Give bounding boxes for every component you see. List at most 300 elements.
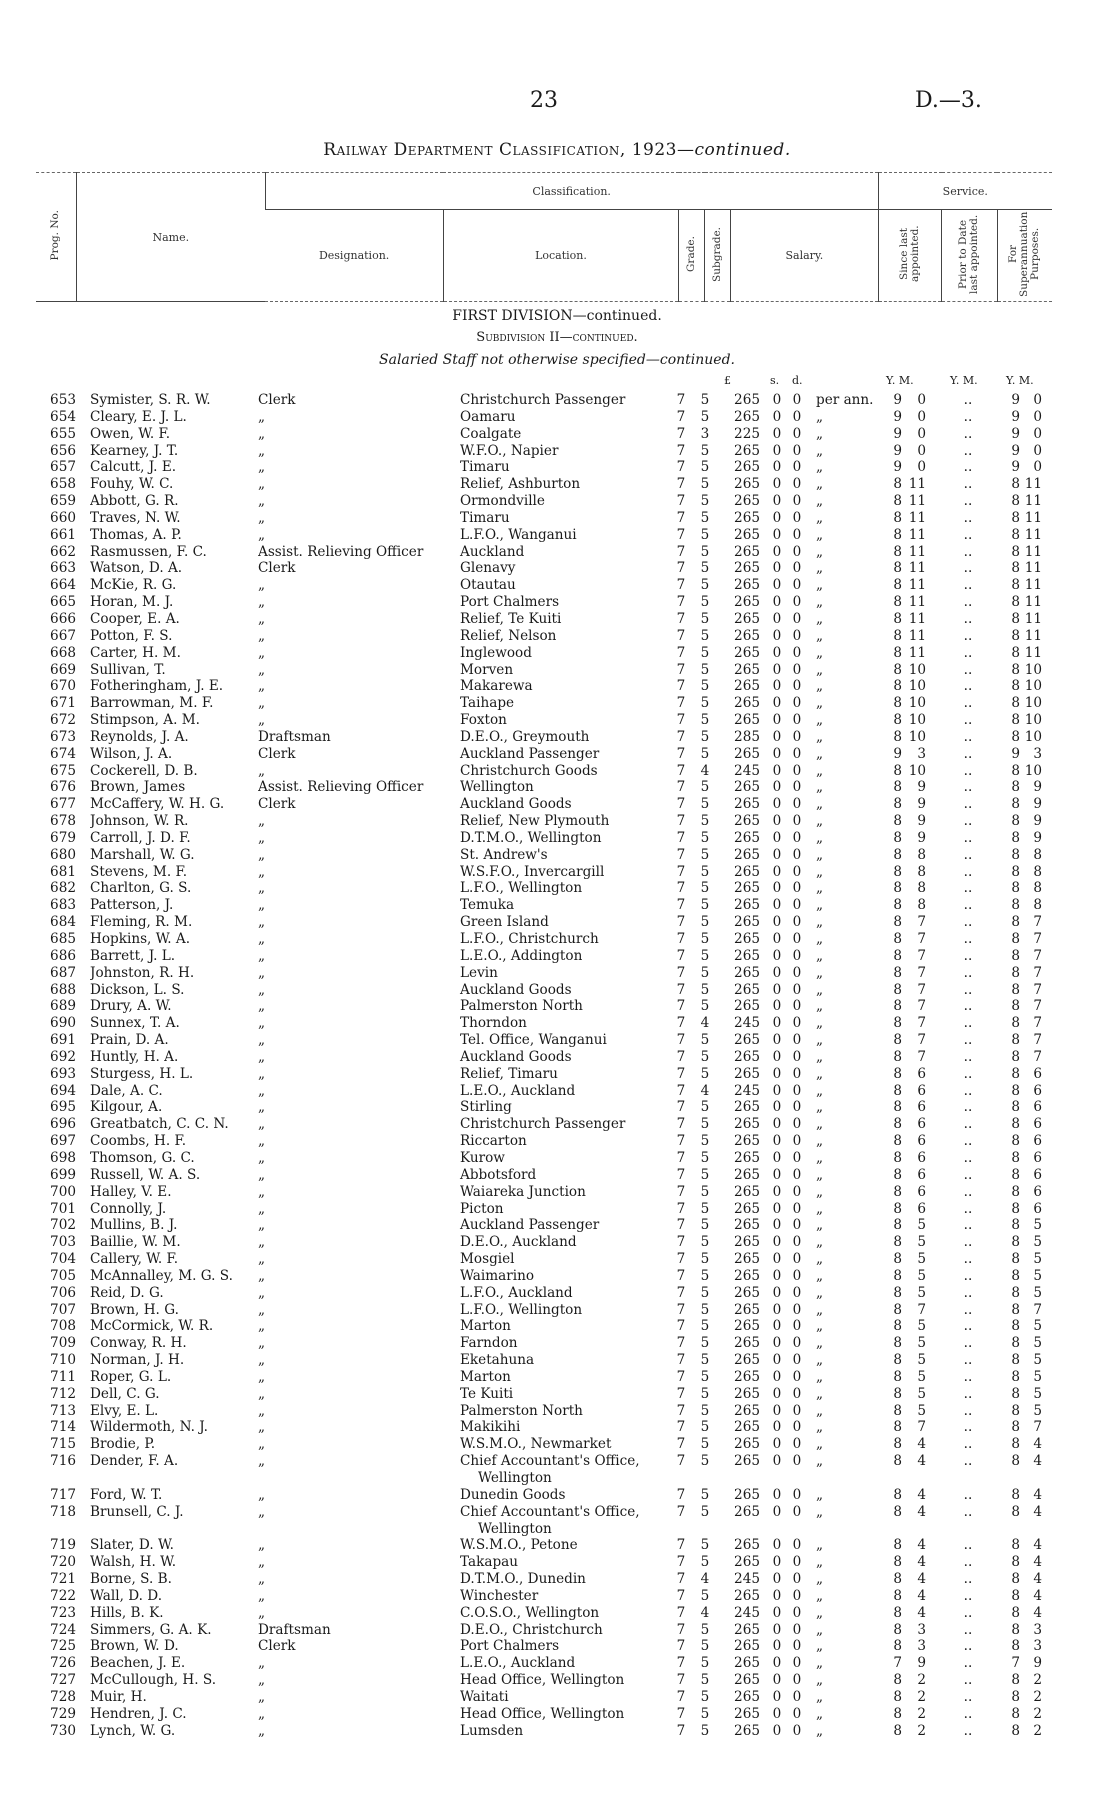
designation: „ [258,931,266,947]
prior-service: .. [963,1688,973,1705]
salary-pence: 0 [792,964,802,981]
super-years: 7 [1011,1655,1020,1672]
salary-period: „ [816,1251,824,1268]
since-years: 8 [893,1217,902,1234]
super-months: 4 [1033,1571,1042,1588]
salary-shillings: 0 [772,1200,782,1217]
since-months: 0 [917,392,926,408]
prog-number: 674 [50,745,76,762]
salary-shillings: 0 [772,1217,782,1234]
grade: 7 [676,1722,686,1739]
table-row [0,426,1114,443]
grade: 7 [676,1352,686,1369]
salary-pence: 0 [792,1166,802,1183]
grade: 7 [676,1149,686,1166]
salary-pounds: 265 [734,931,760,947]
location: Otautau [460,577,516,594]
since-months: 8 [917,897,926,914]
salary-pounds: 265 [734,1554,760,1571]
since-years: 8 [893,1503,902,1520]
location: D.E.O., Auckland [460,1234,577,1251]
staff-name: Dender, F. A. [90,1453,179,1470]
salary-pence: 0 [792,846,802,863]
salary-period: „ [816,526,824,543]
table-row [0,830,1114,847]
location: D.T.M.O., Dunedin [460,1571,586,1588]
prog-number: 670 [50,678,76,695]
location: L.F.O., Christchurch [460,931,599,947]
subgrade: 4 [700,1082,710,1099]
prog-number: 708 [50,1318,76,1335]
salary-pounds: 265 [734,1267,760,1284]
salary-pounds: 265 [734,813,760,830]
table-row [0,712,1114,729]
staff-name: Johnston, R. H. [90,964,195,981]
since-years: 8 [893,998,902,1015]
salary-pence: 0 [792,459,802,476]
prior-service: .. [963,762,973,779]
super-months: 10 [1024,661,1042,678]
prog-number: 672 [50,712,76,729]
salary-period: „ [816,1284,824,1301]
subgrade: 5 [700,829,710,846]
salary-pounds: 265 [734,476,760,493]
grade: 7 [676,779,686,796]
location: L.F.O., Wellington [460,1301,583,1318]
since-years: 8 [893,1267,902,1284]
table-row [0,594,1114,611]
since-months: 5 [917,1352,926,1369]
staff-name: Hills, B. K. [90,1604,164,1621]
salary-pence: 0 [792,1503,802,1520]
prior-service: .. [963,1301,973,1318]
super-years: 9 [1011,408,1020,425]
salary-period: „ [816,1065,824,1082]
salary-period: „ [816,846,824,863]
table-row [0,1487,1114,1504]
location: Levin [460,964,498,981]
location: Foxton [460,712,507,729]
designation: „ [258,1284,266,1301]
subgrade: 5 [700,914,710,931]
prog-number: 658 [50,476,76,493]
prior-service: .. [963,594,973,611]
grade: 7 [676,796,686,813]
designation: „ [258,610,266,627]
designation: „ [258,577,266,594]
prog-number: 728 [50,1688,76,1705]
staff-name: Barrett, J. L. [90,947,176,964]
grade: 7 [676,880,686,897]
designation: „ [258,1453,266,1470]
since-months: 2 [917,1705,926,1722]
prior-service: .. [963,610,973,627]
salary-pounds: 225 [734,425,760,442]
salary-pence: 0 [792,863,802,880]
designation: „ [258,1318,266,1335]
salary-shillings: 0 [772,745,782,762]
staff-name: Walsh, H. W. [90,1554,177,1571]
salary-pounds: 265 [734,526,760,543]
salary-pence: 0 [792,1200,802,1217]
since-years: 8 [893,1251,902,1268]
staff-name: Sturgess, H. L. [90,1065,194,1082]
salary-shillings: 0 [772,829,782,846]
salary-pence: 0 [792,1048,802,1065]
designation: „ [258,947,266,964]
salary-pence: 0 [792,1554,802,1571]
location: Palmerston North [460,1402,583,1419]
super-years: 8 [1011,762,1020,779]
salary-pence: 0 [792,1688,802,1705]
prog-number: 673 [50,728,76,745]
location: Chief Accountant's Office, [460,1453,640,1470]
subgrade: 5 [700,610,710,627]
salary-shillings: 0 [772,1486,782,1503]
prog-number: 681 [50,863,76,880]
salary-shillings: 0 [772,1621,782,1638]
designation: „ [258,678,266,695]
since-years: 8 [893,1554,902,1571]
subgrade: 5 [700,796,710,813]
since-years: 8 [893,1638,902,1655]
prog-number: 717 [50,1486,76,1503]
super-months: 5 [1033,1284,1042,1301]
prior-service: .. [963,1318,973,1335]
designation: „ [258,1032,266,1049]
salary-pence: 0 [792,880,802,897]
designation: „ [258,846,266,863]
super-months: 9 [1033,1655,1042,1672]
prog-number: 657 [50,459,76,476]
prog-number: 684 [50,914,76,931]
prior-service: .. [963,712,973,729]
prog-number: 705 [50,1267,76,1284]
salary-pence: 0 [792,1621,802,1638]
page-number: 23 [530,88,558,113]
super-months: 5 [1033,1217,1042,1234]
prior-service: .. [963,1486,973,1503]
salary-period: „ [816,1335,824,1352]
grade: 7 [676,728,686,745]
salary-shillings: 0 [772,1318,782,1335]
unit-ym-prior: Y. M. [950,374,978,387]
grade: 7 [676,1032,686,1049]
subgrade: 5 [700,1621,710,1638]
grade: 7 [676,1183,686,1200]
since-years: 8 [893,813,902,830]
super-months: 7 [1033,947,1042,964]
salary-shillings: 0 [772,1587,782,1604]
salary-period: „ [816,577,824,594]
salary-pence: 0 [792,678,802,695]
staff-name: McKie, R. G. [90,577,177,594]
salary-pence: 0 [792,1368,802,1385]
since-years: 8 [893,914,902,931]
since-months: 3 [917,1638,926,1655]
super-years: 8 [1011,627,1020,644]
prior-service: .. [963,1200,973,1217]
salary-pence: 0 [792,1402,802,1419]
super-months: 9 [1033,829,1042,846]
prior-service: .. [963,1554,973,1571]
since-years: 8 [893,947,902,964]
prog-number: 685 [50,931,76,947]
salary-period: „ [816,1688,824,1705]
super-years: 8 [1011,712,1020,729]
salary-pounds: 265 [734,1217,760,1234]
location: Marton [460,1318,511,1335]
super-months: 8 [1033,846,1042,863]
subgrade: 5 [700,964,710,981]
location: Thorndon [460,1015,527,1032]
since-years: 9 [893,408,902,425]
super-months: 4 [1033,1503,1042,1520]
super-months: 11 [1024,577,1042,594]
subgrade: 5 [700,1554,710,1571]
location: Port Chalmers [460,1638,560,1655]
since-years: 8 [893,1082,902,1099]
prog-number: 693 [50,1065,76,1082]
salary-pence: 0 [792,526,802,543]
location: Christchurch Passenger [460,1116,626,1133]
super-years: 8 [1011,526,1020,543]
since-years: 8 [893,1385,902,1402]
super-years: 8 [1011,1688,1020,1705]
salary-period: „ [816,442,824,459]
salary-shillings: 0 [772,442,782,459]
since-years: 8 [893,1200,902,1217]
grade: 7 [676,1436,686,1453]
grade: 7 [676,442,686,459]
salary-period: „ [816,813,824,830]
since-years: 8 [893,1672,902,1689]
grade: 7 [676,1503,686,1520]
since-years: 8 [893,695,902,712]
since-months: 10 [908,661,926,678]
grade: 7 [676,1486,686,1503]
since-months: 5 [917,1267,926,1284]
super-years: 8 [1011,1267,1020,1284]
super-months: 5 [1033,1318,1042,1335]
super-years: 8 [1011,1133,1020,1150]
prior-service: .. [963,1234,973,1251]
salary-pence: 0 [792,695,802,712]
since-years: 8 [893,509,902,526]
super-years: 8 [1011,1486,1020,1503]
staff-name: Watson, D. A. [90,560,183,577]
header-classification: Classification. [265,173,878,210]
prior-service: .. [963,981,973,998]
salary-pence: 0 [792,796,802,813]
since-years: 9 [893,442,902,459]
grade: 7 [676,931,686,947]
super-months: 3 [1033,1638,1042,1655]
prog-number: 720 [50,1554,76,1571]
prior-service: .. [963,1587,973,1604]
staff-name: Dale, A. C. [90,1082,163,1099]
salary-pence: 0 [792,1116,802,1133]
salary-pounds: 265 [734,678,760,695]
prior-service: .. [963,964,973,981]
since-months: 11 [908,526,926,543]
super-years: 8 [1011,1200,1020,1217]
subgrade: 5 [700,1048,710,1065]
designation: „ [258,813,266,830]
prior-service: .. [963,1537,973,1554]
location: Auckland Goods [460,1048,572,1065]
subgrade: 5 [700,712,710,729]
prog-number: 690 [50,1015,76,1032]
since-months: 6 [917,1183,926,1200]
since-years: 8 [893,981,902,998]
salary-period: „ [816,627,824,644]
salary-pence: 0 [792,1133,802,1150]
designation: „ [258,459,266,476]
staff-name: Carter, H. M. [90,644,181,661]
since-months: 8 [917,846,926,863]
location: Auckland Goods [460,981,572,998]
super-years: 8 [1011,981,1020,998]
subgrade: 5 [700,560,710,577]
since-months: 11 [908,509,926,526]
table-row [0,1689,1114,1706]
staff-name: McAnnalley, M. G. S. [90,1267,233,1284]
header-since: Since last appointed. [878,210,942,302]
since-months: 6 [917,1082,926,1099]
since-months: 7 [917,1048,926,1065]
grade: 7 [676,1385,686,1402]
salary-period: „ [816,1453,824,1470]
salary-period: „ [816,1486,824,1503]
super-months: 11 [1024,627,1042,644]
salary-period: „ [816,1621,824,1638]
location: Relief, Te Kuiti [460,610,562,627]
staff-name: Hopkins, W. A. [90,931,191,947]
staff-name: Borne, S. B. [90,1571,172,1588]
salary-pence: 0 [792,1385,802,1402]
salary-shillings: 0 [772,779,782,796]
location: L.E.O., Auckland [460,1082,576,1099]
super-years: 8 [1011,914,1020,931]
location: L.F.O., Auckland [460,1284,573,1301]
since-years: 8 [893,678,902,695]
salary-shillings: 0 [772,1183,782,1200]
table-row [0,544,1114,561]
grade: 7 [676,526,686,543]
salary-shillings: 0 [772,1688,782,1705]
table-row [0,897,1114,914]
since-months: 10 [908,678,926,695]
staff-name: Reid, D. G. [90,1284,164,1301]
table-row [0,392,1114,409]
document-reference: D.—3. [915,88,982,113]
units-row [0,374,1114,390]
since-months: 11 [908,594,926,611]
designation: Draftsman [258,1621,331,1638]
salary-pence: 0 [792,998,802,1015]
salary-period: „ [816,1705,824,1722]
since-months: 7 [917,931,926,947]
salary-period: „ [816,1217,824,1234]
location: Waiareka Junction [460,1183,586,1200]
super-years: 9 [1011,745,1020,762]
salary-pounds: 265 [734,1436,760,1453]
since-months: 9 [917,796,926,813]
since-months: 4 [917,1571,926,1588]
salary-pounds: 265 [734,459,760,476]
since-years: 8 [893,1722,902,1739]
super-years: 8 [1011,1368,1020,1385]
salary-pence: 0 [792,392,802,408]
designation: „ [258,644,266,661]
super-years: 8 [1011,543,1020,560]
staff-name: Lynch, W. G. [90,1722,176,1739]
salary-shillings: 0 [772,392,782,408]
grade: 7 [676,981,686,998]
since-months: 5 [917,1335,926,1352]
super-years: 8 [1011,1604,1020,1621]
salary-pounds: 245 [734,762,760,779]
salary-pounds: 265 [734,1335,760,1352]
salary-shillings: 0 [772,627,782,644]
super-months: 7 [1033,1032,1042,1049]
since-months: 0 [917,408,926,425]
super-months: 11 [1024,644,1042,661]
super-years: 8 [1011,964,1020,981]
super-months: 6 [1033,1183,1042,1200]
salary-pence: 0 [792,931,802,947]
since-months: 7 [917,964,926,981]
salary-pounds: 265 [734,1621,760,1638]
grade: 7 [676,1301,686,1318]
salary-period: „ [816,1385,824,1402]
prog-number: 724 [50,1621,76,1638]
salary-pence: 0 [792,1335,802,1352]
subgrade: 5 [700,1587,710,1604]
staff-name: Thomas, A. P. [90,526,182,543]
location: W.S.M.O., Petone [460,1537,578,1554]
salary-pence: 0 [792,1065,802,1082]
table-row [0,1352,1114,1369]
table-row [0,527,1114,544]
since-months: 11 [908,476,926,493]
since-years: 8 [893,762,902,779]
designation: „ [258,661,266,678]
table-row [0,1504,1114,1538]
since-months: 11 [908,560,926,577]
location: Taihape [460,695,515,712]
prog-number: 689 [50,998,76,1015]
salary-pounds: 265 [734,1048,760,1065]
since-years: 8 [893,712,902,729]
super-years: 8 [1011,1419,1020,1436]
table-row [0,1083,1114,1100]
location: Palmerston North [460,998,583,1015]
salary-pounds: 265 [734,560,760,577]
since-months: 7 [917,1015,926,1032]
staff-name: Connolly, J. [90,1200,167,1217]
staff-name: Wall, D. D. [90,1587,163,1604]
staff-name: Drury, A. W. [90,998,172,1015]
super-months: 0 [1033,408,1042,425]
subgrade: 5 [700,813,710,830]
super-years: 8 [1011,1537,1020,1554]
grade: 7 [676,1048,686,1065]
table-row [0,476,1114,493]
since-months: 11 [908,543,926,560]
staff-name: Hendren, J. C. [90,1705,187,1722]
